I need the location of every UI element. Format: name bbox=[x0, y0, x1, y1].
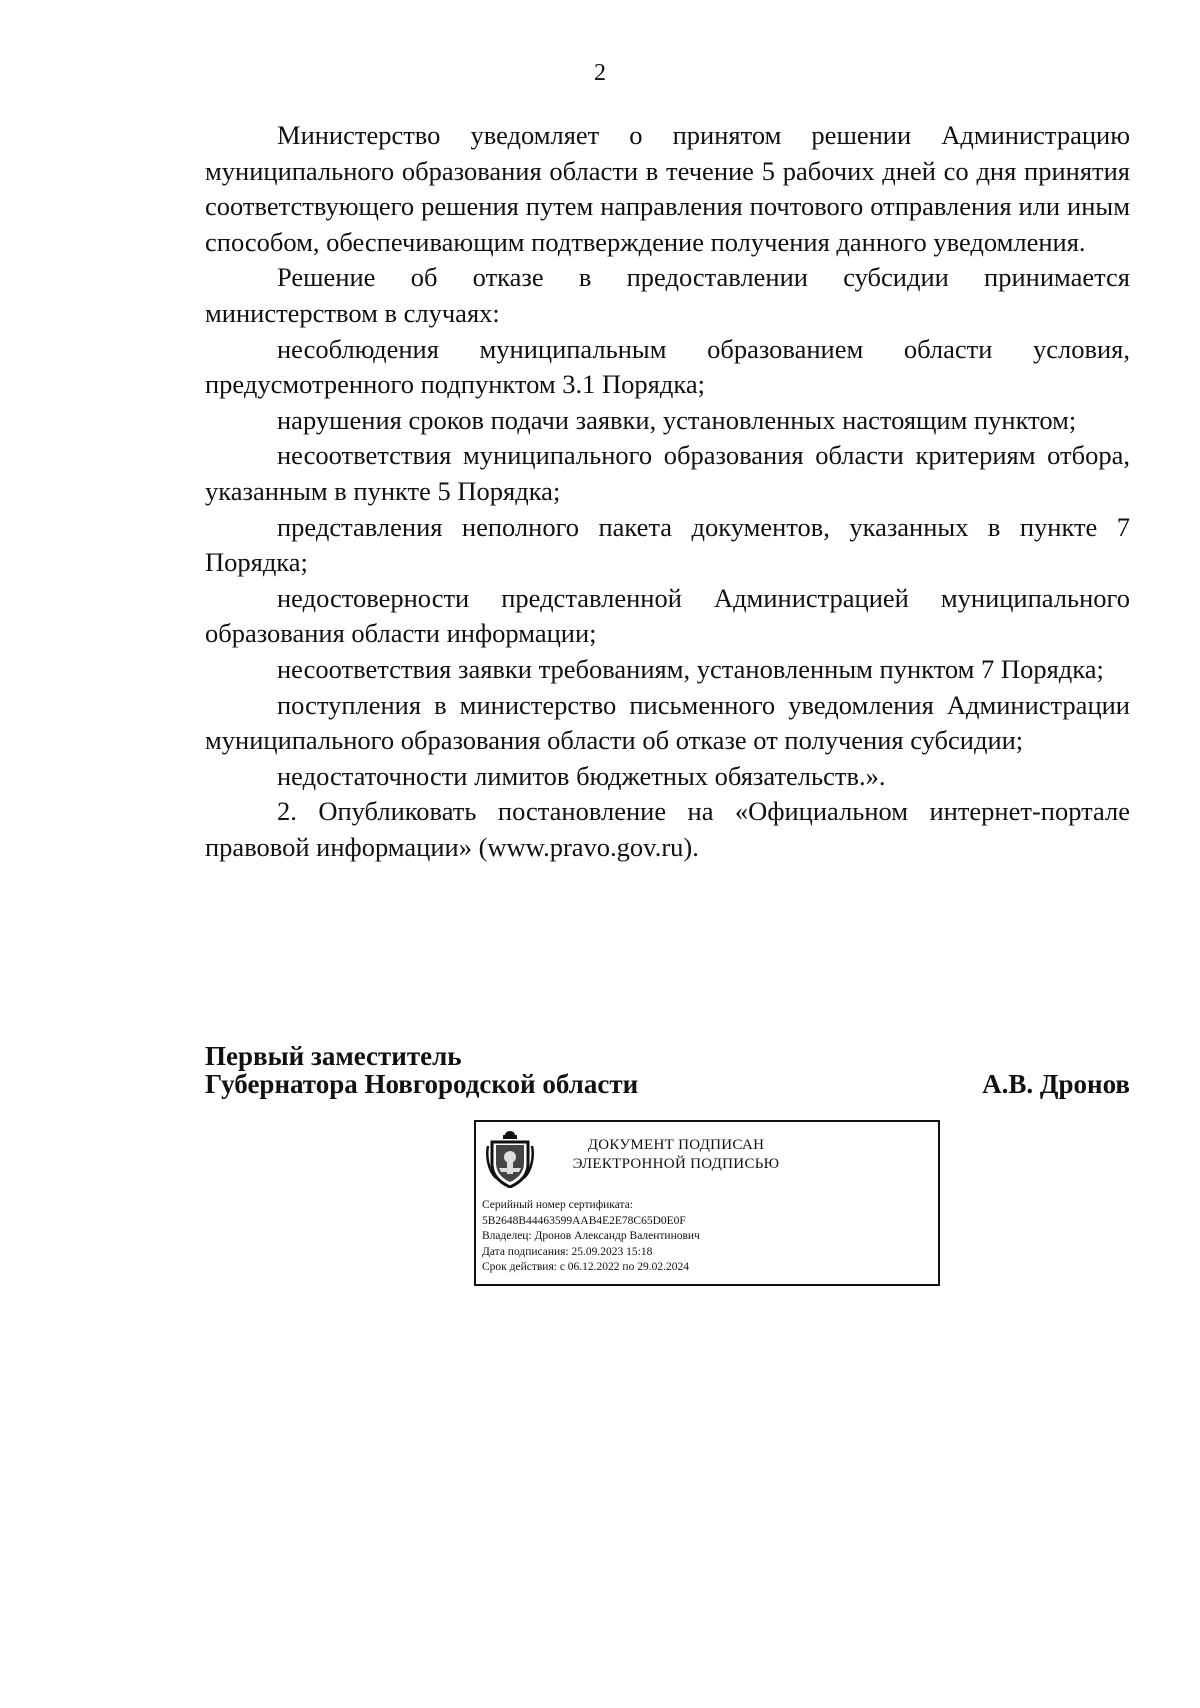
paragraph: поступления в министерство письменного уведомления Администрации муниципального образования области об отказе от получения субсидии; bbox=[205, 689, 1130, 756]
e-signature-stamp bbox=[474, 1120, 940, 1286]
paragraph: нарушения сроков подачи заявки, установленных настоящим пунктом; bbox=[277, 404, 1077, 435]
certificate-validity: Срок действия: с 06.12.2022 по 29.02.2024 bbox=[482, 1261, 689, 1273]
paragraph: 2. Опубликовать постановление на «Официальном интернет-портале правовой информации» (www.pravo.gov.ru). bbox=[205, 796, 1130, 862]
stamp-heading-line2: ЭЛЕКТРОННОЙ ПОДПИСЬЮ bbox=[572, 1156, 780, 1172]
coat-of-arms-icon bbox=[486, 1130, 534, 1188]
signer-position-line2: Губернатора Новгородской области bbox=[205, 1069, 639, 1099]
paragraph: недостоверности представленной Администрацией муниципального образования области информации; bbox=[205, 582, 1130, 649]
signature-block bbox=[205, 1042, 1130, 1098]
paragraph: Решение об отказе в предоставлении субсидии принимается министерством в случаях: bbox=[205, 262, 1130, 328]
signing-date: Дата подписания: 25.09.2023 15:18 bbox=[482, 1245, 653, 1258]
stamp-heading-line1: ДОКУМЕНТ ПОДПИСАН bbox=[587, 1137, 765, 1153]
stamp-heading bbox=[556, 1136, 796, 1174]
paragraph: представления неполного пакета документов, указанных в пункте 7 Порядка; bbox=[205, 511, 1130, 578]
paragraph: несоответствия муниципального образования области критериям отбора, указанным в пункте 5 Порядка; bbox=[205, 440, 1130, 506]
paragraph: несоблюдения муниципальным образованием области условия, предусмотренного подпунктом 3.1 Порядка; bbox=[205, 333, 1130, 400]
paragraph: несоответствия заявки требованиям, установленным пунктом 7 Порядка; bbox=[277, 653, 1104, 684]
certificate-serial-label: Серийный номер сертификата: bbox=[482, 1199, 633, 1211]
certificate-serial-value: 5B2648B44463599AAB4E2E78C65D0E0F bbox=[482, 1214, 686, 1227]
document-body bbox=[205, 118, 1130, 865]
signer-position-line1: Первый заместитель bbox=[205, 1041, 462, 1071]
signer-name: А.В. Дронов bbox=[982, 1069, 1130, 1099]
paragraph: недостаточности лимитов бюджетных обязательств.». bbox=[277, 760, 886, 791]
paragraph: Министерство уведомляет о принятом решении Администрацию муниципального образования области в течение 5 рабочих дней со дня принятия соответствующего решения путем направления почтового отправления или иным способом, обеспечивающим подтверждение получения данного уведомления. bbox=[205, 120, 1130, 257]
certificate-owner: Владелец: Дронов Александр Валентинович bbox=[482, 1230, 700, 1242]
stamp-details bbox=[482, 1198, 700, 1276]
page-number: 2 bbox=[594, 60, 606, 86]
